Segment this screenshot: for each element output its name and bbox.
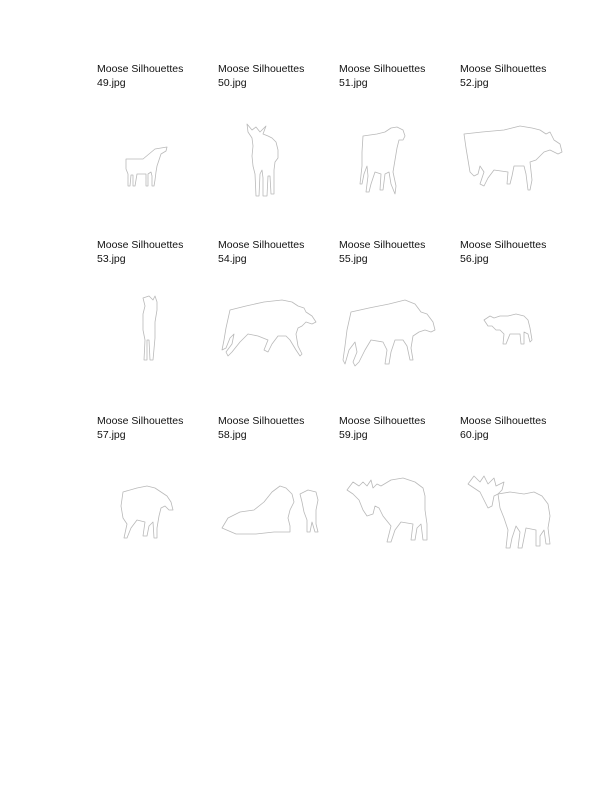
moose-lying-with-calf-silhouette <box>212 466 332 562</box>
thumbnail-caption <box>97 62 218 90</box>
thumbnail-cell <box>218 238 339 414</box>
thumbnail-filename: 49.jpg <box>97 77 126 89</box>
thumbnail-cell <box>97 414 218 590</box>
contact-sheet-grid <box>97 62 567 590</box>
thumbnail-filename: 55.jpg <box>339 253 368 265</box>
moose-calf-small-silhouette <box>454 290 574 386</box>
thumbnail-caption <box>218 414 339 442</box>
thumbnail-cell <box>218 62 339 238</box>
moose-walking-silhouette <box>333 290 453 386</box>
thumbnail-filename: 57.jpg <box>97 429 126 441</box>
moose-standing-silhouette <box>333 114 453 210</box>
thumbnail-caption <box>97 238 218 266</box>
thumbnail-caption <box>218 238 339 266</box>
thumbnail-caption <box>339 238 460 266</box>
thumbnail-cell <box>218 414 339 590</box>
thumbnail-caption <box>460 238 567 266</box>
thumbnail-filename: 56.jpg <box>460 253 489 265</box>
thumbnail-caption <box>97 414 218 442</box>
bull-moose-antlers-front-silhouette <box>454 466 574 562</box>
thumbnail-caption <box>460 414 567 442</box>
thumbnail-title: Moose Silhouettes <box>339 239 426 251</box>
thumbnail-cell <box>97 238 218 414</box>
thumbnail-title: Moose Silhouettes <box>97 63 184 75</box>
moose-walking-silhouette <box>212 290 332 386</box>
thumbnail-title: Moose Silhouettes <box>339 415 426 427</box>
thumbnail-cell <box>460 238 567 414</box>
thumbnail-cell <box>339 414 460 590</box>
thumbnail-title: Moose Silhouettes <box>339 63 426 75</box>
thumbnail-title: Moose Silhouettes <box>460 415 547 427</box>
thumbnail-filename: 50.jpg <box>218 77 247 89</box>
thumbnail-cell <box>97 62 218 238</box>
bull-moose-antlers-silhouette <box>333 466 453 562</box>
thumbnail-caption <box>339 414 460 442</box>
moose-facing-front-silhouette <box>212 114 332 210</box>
thumbnail-title: Moose Silhouettes <box>218 415 305 427</box>
thumbnail-title: Moose Silhouettes <box>460 63 547 75</box>
thumbnail-title: Moose Silhouettes <box>218 63 305 75</box>
thumbnail-cell <box>460 62 567 238</box>
thumbnail-filename: 52.jpg <box>460 77 489 89</box>
thumbnail-caption <box>218 62 339 90</box>
thumbnail-title: Moose Silhouettes <box>97 415 184 427</box>
moose-rear-view-silhouette <box>91 290 211 386</box>
thumbnail-filename: 60.jpg <box>460 429 489 441</box>
thumbnail-title: Moose Silhouettes <box>460 239 547 251</box>
moose-standing-silhouette <box>91 466 211 562</box>
thumbnail-title: Moose Silhouettes <box>218 239 305 251</box>
thumbnail-title: Moose Silhouettes <box>97 239 184 251</box>
thumbnail-filename: 59.jpg <box>339 429 368 441</box>
moose-calf-small-silhouette <box>91 114 211 210</box>
moose-walking-silhouette <box>454 114 574 210</box>
thumbnail-cell <box>460 414 567 590</box>
thumbnail-filename: 53.jpg <box>97 253 126 265</box>
thumbnail-cell <box>339 62 460 238</box>
thumbnail-caption <box>460 62 567 90</box>
thumbnail-filename: 58.jpg <box>218 429 247 441</box>
thumbnail-cell <box>339 238 460 414</box>
thumbnail-filename: 51.jpg <box>339 77 368 89</box>
thumbnail-filename: 54.jpg <box>218 253 247 265</box>
thumbnail-caption <box>339 62 460 90</box>
